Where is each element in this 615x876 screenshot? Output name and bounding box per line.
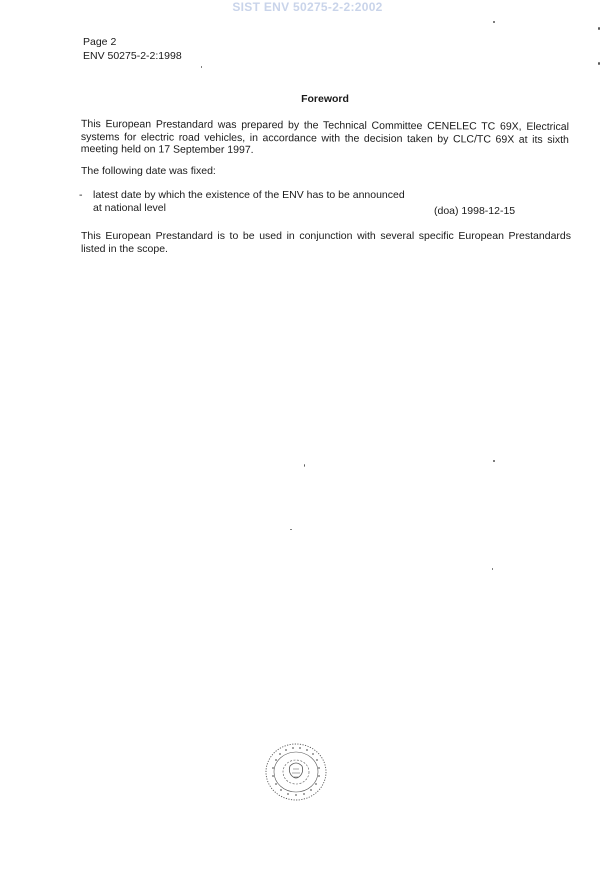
page-header: [83, 35, 182, 63]
scan-speck: [290, 529, 292, 530]
foreword-paragraph-1: This European Prestandard was prepared by the Technical Committee CENELEC TC 69X, Electrical systems for electric road vehicles, in accordance with the decision taken by CLC/TC 69X at its sixth meeting held on 17 September 1997.: [80, 118, 569, 157]
scan-speck: [493, 21, 495, 23]
library-stamp-seal: [262, 740, 330, 804]
scan-speck: [598, 27, 600, 30]
scan-speck: [304, 464, 305, 467]
document-id: ENV 50275-2-2:1998: [83, 50, 182, 62]
foreword-title: Foreword: [301, 93, 349, 105]
foreword-paragraph-2: The following date was fixed:: [81, 165, 216, 177]
scan-speck: [492, 568, 493, 570]
doa-date: (doa) 1998-12-15: [434, 205, 516, 217]
scan-speck: [201, 66, 202, 68]
foreword-paragraph-3: This European Prestandard is to be used in conjunction with several specific European Prestandards listed in the scope.: [81, 230, 571, 255]
scan-speck: [493, 460, 495, 462]
date-description: latest date by which the existence of the ENV has to be announced at national level: [93, 189, 405, 214]
watermark: SIST ENV 50275-2-2:2002: [232, 0, 383, 14]
page-number: Page 2: [83, 36, 117, 48]
scan-speck: [598, 62, 600, 65]
bullet-dash: -: [79, 189, 83, 201]
